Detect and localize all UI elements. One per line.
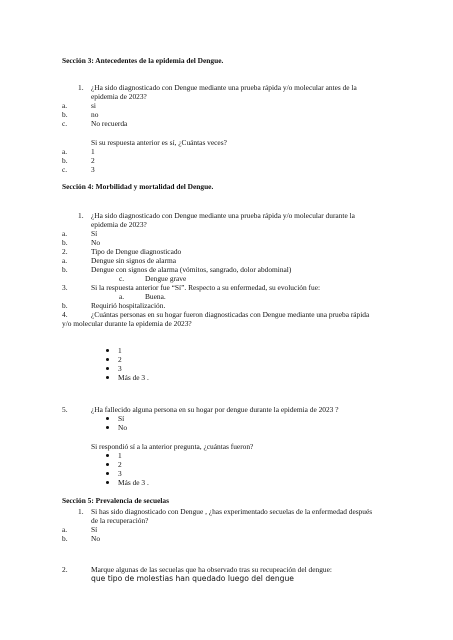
option-text: 3 bbox=[91, 165, 95, 174]
question-text: Marque algunas de las secuelas que ha observado tras su recupeación del dengue: bbox=[91, 565, 332, 574]
question-number: 2. bbox=[62, 565, 68, 574]
question-text: Tipo de Dengue diagnosticado bbox=[91, 247, 182, 256]
option-mark: a. bbox=[62, 229, 68, 238]
section-3-heading: Sección 3: Antecedentes de la epidemia del Dengue. bbox=[62, 56, 224, 65]
option-text: No recuerda bbox=[91, 119, 128, 128]
bullet-item: 3 bbox=[118, 469, 122, 478]
section-5-heading: Sección 5: Prevalencia de secuelas bbox=[62, 496, 170, 505]
question-number: 1. bbox=[78, 211, 84, 220]
section-4-heading: Sección 4: Morbilidad y mortalidad del Dengue. bbox=[62, 182, 214, 191]
bullet-item: 1 bbox=[118, 451, 122, 460]
bullet-icon bbox=[106, 417, 109, 420]
bullet-item: Más de 3 . bbox=[118, 478, 149, 487]
option-text: 2 bbox=[91, 156, 95, 165]
option-mark: b. bbox=[62, 301, 68, 310]
bullet-item: 1 bbox=[118, 346, 122, 355]
bullet-item: 2 bbox=[118, 355, 122, 364]
bullet-icon bbox=[106, 358, 109, 361]
followup-question: Si respondió sí a la anterior pregunta, ¿cuántas fueron? bbox=[91, 442, 254, 451]
option-text: Buena. bbox=[145, 292, 166, 301]
question-number: 5. bbox=[62, 405, 68, 414]
option-text: Requirió hospitalización. bbox=[91, 301, 166, 310]
option-mark: a. bbox=[62, 525, 68, 534]
option-mark: c. bbox=[119, 274, 125, 283]
question-text: epidemia de 2023? bbox=[91, 220, 147, 229]
option-mark: c. bbox=[62, 119, 68, 128]
option-mark: b. bbox=[62, 110, 68, 119]
question-text: epidemia de 2023? bbox=[91, 92, 147, 101]
option-text: no bbox=[91, 110, 99, 119]
option-text: Dengue con signos de alarma (vómitos, sangrado, dolor abdominal) bbox=[91, 265, 292, 274]
option-mark: c. bbox=[62, 165, 68, 174]
option-text: Dengue grave bbox=[145, 274, 187, 283]
option-text: No bbox=[91, 534, 101, 543]
bullet-icon bbox=[106, 426, 109, 429]
option-mark: b. bbox=[62, 265, 68, 274]
option-text: Sí bbox=[91, 525, 98, 534]
question-text: Si has sido diagnosticado con Dengue , ¿has experimentado secuelas de la enfermedad después bbox=[91, 507, 373, 516]
question-number: 2. bbox=[62, 247, 68, 256]
option-text: Sí bbox=[91, 229, 98, 238]
question-text: ¿Ha sido diagnosticado con Dengue mediante una prueba rápida y/o molecular durante la bbox=[91, 211, 355, 220]
bullet-icon bbox=[106, 367, 109, 370]
question-number: 1. bbox=[78, 83, 84, 92]
option-mark: a. bbox=[62, 256, 68, 265]
question-text: ¿Ha sido diagnosticado con Dengue mediante una prueba rápida y/o molecular antes de la bbox=[91, 83, 357, 92]
bullet-item: Más de 3 . bbox=[118, 373, 149, 382]
option-text: No bbox=[91, 238, 101, 247]
option-mark: a. bbox=[62, 147, 68, 156]
question-text: y/o molecular durante la epidemia de 2023? bbox=[62, 319, 192, 328]
question-text: ¿Cuántas personas en su hogar fueron diagnosticadas con Dengue mediante una prueba rápida bbox=[91, 310, 370, 319]
question-number: 4. bbox=[62, 310, 68, 319]
option-mark: b. bbox=[62, 534, 68, 543]
question-number: 1. bbox=[78, 507, 84, 516]
bullet-icon bbox=[106, 376, 109, 379]
option-text: Dengue sin signos de alarma bbox=[91, 256, 176, 265]
option-mark: b. bbox=[62, 238, 68, 247]
followup-question: Si su respuesta anterior es sí, ¿Cuántas veces? bbox=[91, 138, 227, 147]
handwritten-answer: que tipo de molestias han quedado luego del dengue bbox=[91, 574, 294, 583]
bullet-icon bbox=[106, 463, 109, 466]
bullet-item: 2 bbox=[118, 460, 122, 469]
option-text: si bbox=[91, 101, 96, 110]
option-mark: a. bbox=[62, 101, 68, 110]
question-text: ¿Ha fallecido alguna persona en su hogar por dengue durante la epidemia de 2023 ? bbox=[91, 405, 339, 414]
bullet-icon bbox=[106, 481, 109, 484]
option-text: 1 bbox=[91, 147, 95, 156]
bullet-icon bbox=[106, 472, 109, 475]
question-number: 3. bbox=[62, 283, 68, 292]
option-mark: b. bbox=[62, 156, 68, 165]
bullet-item: No bbox=[118, 423, 128, 432]
bullet-icon bbox=[106, 349, 109, 352]
bullet-item: 3 bbox=[118, 364, 122, 373]
option-mark: a. bbox=[119, 292, 125, 301]
bullet-icon bbox=[106, 454, 109, 457]
question-text: de la recuperación? bbox=[91, 516, 149, 525]
bullet-item: Sí bbox=[118, 414, 125, 423]
question-text: Si la respuesta anterior fue “Sí”. Respecto a su enfermedad, su evolución fue: bbox=[91, 283, 321, 292]
